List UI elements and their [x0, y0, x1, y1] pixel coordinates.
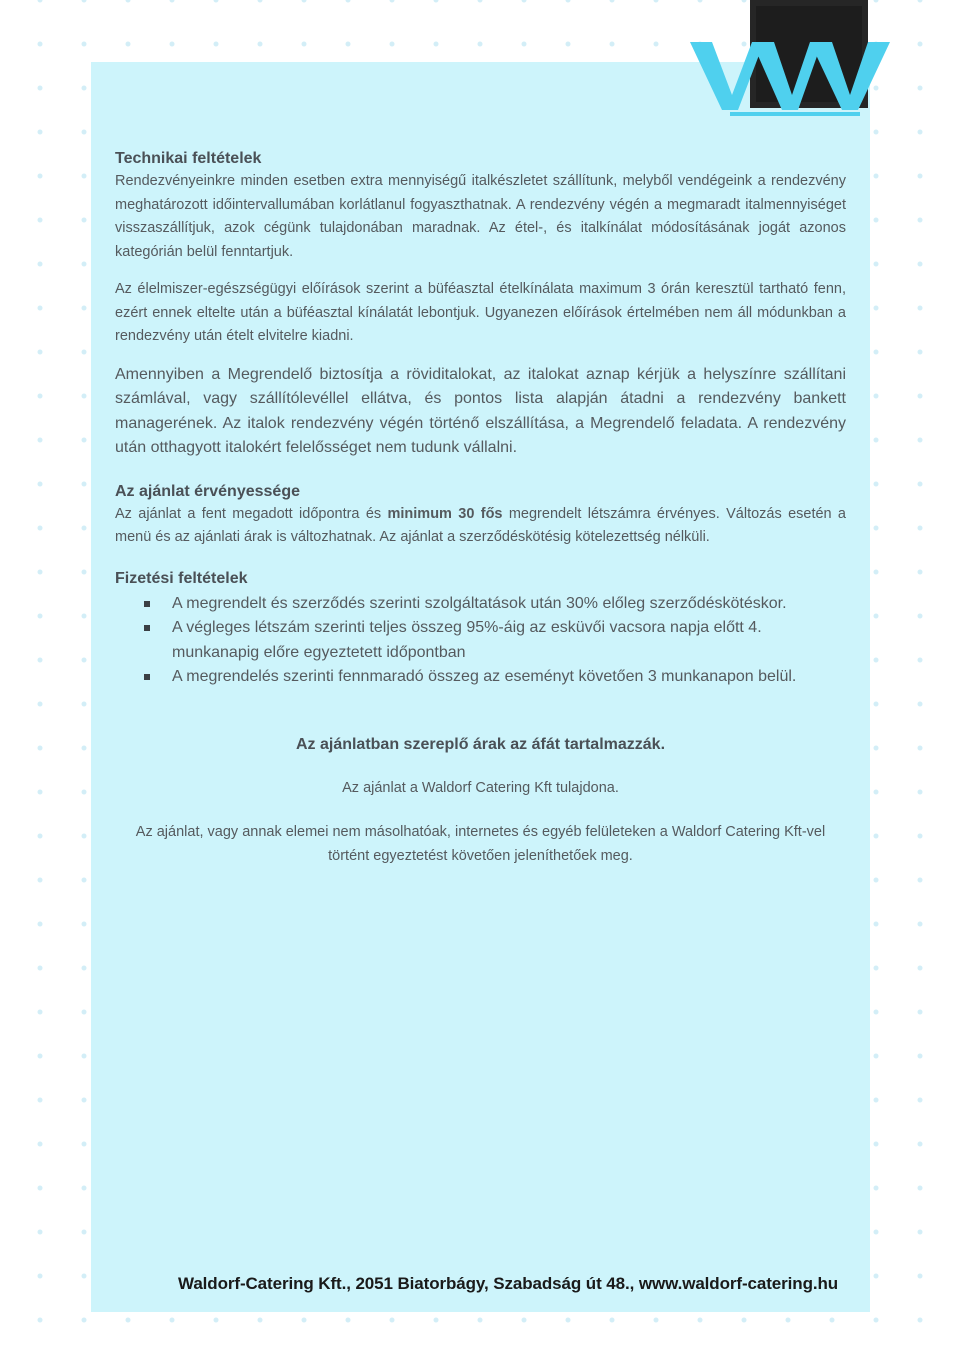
payment-item-3: A megrendelés szerinti fennmaradó összeg az eseményt követően 3 munkanapon belül.: [172, 668, 797, 685]
document-body: [115, 150, 846, 868]
ownership-note: Az ajánlat a Waldorf Catering Kft tulajdona.: [342, 779, 619, 796]
payment-list: [115, 592, 846, 690]
validity-text-after: megrendelt létszámra érvényes. Változás esetén a menü és az ajánlati árak is változhatnak. Az ajánlat a szerződéskötésig kötelezettség nélküli.: [115, 505, 847, 545]
validity-section: [115, 483, 846, 550]
validity-text-before: Az ajánlat a fent megadott időpontra és: [115, 505, 388, 522]
list-item: [115, 665, 846, 690]
copyright-note: Az ajánlat, vagy annak elemei nem másolhatóak, internetes és egyéb felületeken a Waldorf Catering Kft-vel történt egyeztetést követően jeleníthetőek meg.: [135, 823, 826, 864]
bullet-square-icon: [144, 601, 150, 607]
drinks-section: [115, 363, 846, 461]
food-safety-section: [115, 278, 846, 349]
technical-heading: Technikai feltételek: [115, 150, 262, 167]
vat-note: Az ajánlatban szereplő árak az áfát tartalmazzák.: [295, 735, 666, 753]
technical-section: [115, 150, 846, 264]
technical-paragraph-2: Az élelmiszer-egészségügyi előírások szerint a büféasztal ételkínálata maximum 3 órán keresztül tartható fenn, ezért ennek eltelte után a büféasztal kínálatát lebontjuk. Ugyanezen előírások értelmében nem áll módunkban a rendezvény után ételt elvitelre kiadni.: [115, 281, 846, 344]
footer-address: Waldorf-Catering Kft., 2051 Biatorbágy, Szabadság út 48., www.waldorf-catering.hu: [178, 1274, 839, 1293]
list-item: [115, 616, 846, 665]
technical-paragraph-3: Amennyiben a Megrendelő biztosítja a röviditalokat, az italokat aznap kérjük a helyszínre szállítani számlával, vagy szállítólevéllel ellátva, és pontos lista alapján átadni a rendezvény bankett managerének. Az italok rendezvény végén történő elszállítása, a Megrendelő feladata. A rendezvény után otthagyott italokért felelősséget nem tudunk vállalni.: [115, 365, 846, 456]
payment-item-2: A végleges létszám szerinti teljes összeg 95%-áig az esküvői vacsora napja előtt 4. munkanapig előre egyeztetett időpontban: [172, 619, 762, 661]
waldorf-logo-icon: [690, 0, 890, 120]
validity-paragraph: [115, 503, 846, 550]
payment-item-1: A megrendelt és szerződés szerinti szolgáltatások után 30% előleg szerződéskötéskor.: [172, 594, 787, 612]
payment-section: [115, 570, 846, 690]
payment-heading: Fizetési feltételek: [115, 569, 248, 587]
validity-minimum: minimum 30 fős: [387, 505, 503, 522]
list-item: [115, 592, 846, 617]
validity-heading: Az ajánlat érvényessége: [115, 482, 300, 500]
technical-paragraph-1: Rendezvényeinkre minden esetben extra mennyiségű italkészletet szállítunk, melyből vendégeink a rendezvény meghatározott időintervallumában korlátlanul fogyaszthatnak. A rendezvény végén a megmaradt italmennyiséget visszaszállítjuk, azok cégünk tulajdonában maradnak. Az étel-, és italkínálat módosításának jogát azonos kategórián belül fenntartjuk.: [115, 173, 846, 260]
bullet-square-icon: [144, 674, 150, 680]
bullet-square-icon: [144, 625, 150, 631]
